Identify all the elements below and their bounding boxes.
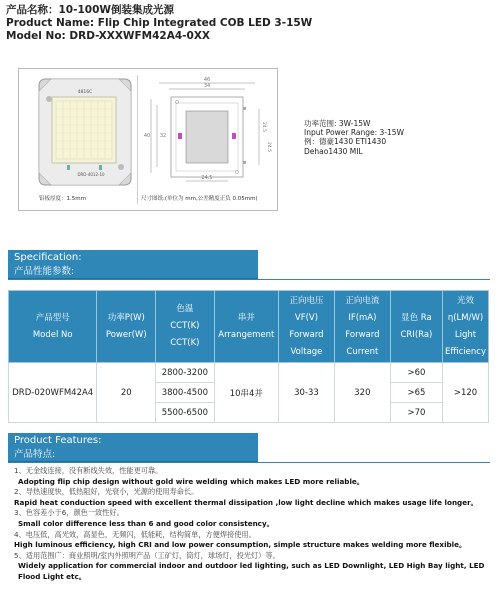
feature-zh: 2、导热速度快，低热阻好，光衰小，光源的使用寿命长。 bbox=[14, 487, 199, 497]
features-list bbox=[14, 466, 500, 583]
power-spec-line: 例：德豪1430 ETI1430 bbox=[304, 137, 387, 147]
col-cri: 显色 Ra CRI(Ra) bbox=[390, 291, 442, 363]
feature-en: Small color difference less than 6 and good color consistency。 bbox=[18, 518, 274, 528]
col-power: 功率P(W) Power(W) bbox=[97, 291, 156, 363]
specification-banner bbox=[8, 250, 258, 280]
col-cct: 色温 CCT(K) CCT(K) bbox=[156, 291, 215, 363]
chip-bottom-label: DRD-4012-10 bbox=[77, 172, 105, 177]
features-divider bbox=[8, 462, 490, 463]
product-name-en: Product Name: Flip Chip Integrated COB LED 3-15W bbox=[6, 17, 313, 29]
dim-top-outer: 46 bbox=[203, 77, 211, 83]
power-spec-line: Input Power Range: 3-15W bbox=[304, 128, 404, 138]
col-arrangement: 串并 Arrangement bbox=[214, 291, 278, 363]
cell-cri: >70 bbox=[390, 403, 442, 423]
cell-cct: 3800-4500 bbox=[156, 383, 215, 403]
dim-bottom: 24.5 bbox=[201, 175, 213, 181]
features-title-en: Product Features: bbox=[14, 435, 102, 446]
specification-divider bbox=[8, 279, 490, 280]
power-spec-line: 功率范围: 3W-15W bbox=[304, 119, 371, 128]
col-forward-current: 正向电流 IF(mA) Forward Current bbox=[334, 291, 390, 363]
col-model: 产品型号 Model No bbox=[9, 291, 97, 363]
cell-cct: 2800-3200 bbox=[156, 363, 215, 383]
cell-arrangement: 10串4并 bbox=[214, 363, 278, 423]
cell-efficiency: >120 bbox=[443, 363, 489, 423]
chip-top-label: 4816C bbox=[77, 90, 93, 95]
photo-caption: 铝板厚度：1.5mm bbox=[39, 196, 86, 202]
drawing-caption: 尺寸图纸:(单位为 mm,公差精度正负 0.05mm) bbox=[141, 196, 258, 202]
feature-zh: 5、适用范围广：商业照明/室内外照明产品（工矿灯，筒灯，球场灯，投光灯）等。 bbox=[14, 550, 280, 560]
dim-top-inner: 34 bbox=[203, 83, 211, 89]
col-forward-voltage: 正向电压 VF(V) Forward Voltage bbox=[279, 291, 335, 363]
power-specs bbox=[304, 119, 404, 156]
cob-chip-photo-and-drawing bbox=[19, 69, 277, 210]
cell-power: 20 bbox=[97, 363, 156, 423]
specification-title-en: Specification: bbox=[14, 252, 82, 263]
cell-forward-current: 320 bbox=[334, 363, 390, 423]
col-efficiency: 光效 η(LM/W) Light Efficiency bbox=[443, 291, 489, 363]
feature-en: High luminous efficiency, high CRI and low power consumption, simple structure makes welding more flexible。 bbox=[14, 540, 467, 550]
feature-en: Rapid heat conduction speed with excellent thermal dissipation ,low light decline which makes usage life longer。 bbox=[14, 497, 478, 507]
cell-model: DRD-020WFM42A4 bbox=[9, 363, 97, 423]
cell-cct: 5500-6500 bbox=[156, 403, 215, 423]
feature-zh: 3、色容差小于6，颜色一致性好。 bbox=[14, 508, 124, 518]
dim-right-a: 24.5 bbox=[261, 121, 266, 133]
specification-title-zh: 产品性能参数: bbox=[14, 266, 75, 277]
panel-divider bbox=[137, 75, 138, 204]
table-row bbox=[9, 363, 489, 383]
cob-chip-photo bbox=[39, 79, 131, 185]
feature-zh: 1、无金线连接，没有断线失效，性能更可靠。 bbox=[14, 466, 163, 475]
model-number: Model No: DRD-XXXWFM42A4-0XX bbox=[6, 30, 211, 42]
feature-en: Adopting flip chip design without gold wire welding which makes LED more reliable。 bbox=[18, 476, 364, 486]
table-header-row bbox=[9, 291, 489, 363]
product-image-panel bbox=[18, 68, 278, 211]
dim-right-b: 24.5 bbox=[266, 141, 271, 153]
product-header bbox=[6, 4, 312, 43]
cell-cri: >60 bbox=[390, 363, 442, 383]
dimension-drawing bbox=[144, 77, 272, 181]
feature-en: Widely application for commercial indoor and outdoor led lighting, such as LED Downlight, LED High Bay light, LED Flood Light etc。 bbox=[18, 561, 485, 581]
power-spec-line: Dehao1430 MIL bbox=[304, 146, 363, 156]
dim-left-outer: 40 bbox=[143, 133, 151, 139]
cell-cri: >65 bbox=[390, 383, 442, 403]
dim-left-inner: 32 bbox=[159, 133, 167, 139]
specification-table bbox=[8, 290, 489, 423]
cell-forward-voltage: 30-33 bbox=[279, 363, 335, 423]
feature-zh: 4、电压低，高光效，高显色，无频闪，低能耗，结构简单，方便焊接使用。 bbox=[14, 529, 256, 539]
features-banner bbox=[8, 433, 258, 463]
product-name-zh: 产品名称：10-100W倒装集成光源 bbox=[6, 4, 174, 16]
features-title-zh: 产品特点: bbox=[14, 449, 56, 460]
